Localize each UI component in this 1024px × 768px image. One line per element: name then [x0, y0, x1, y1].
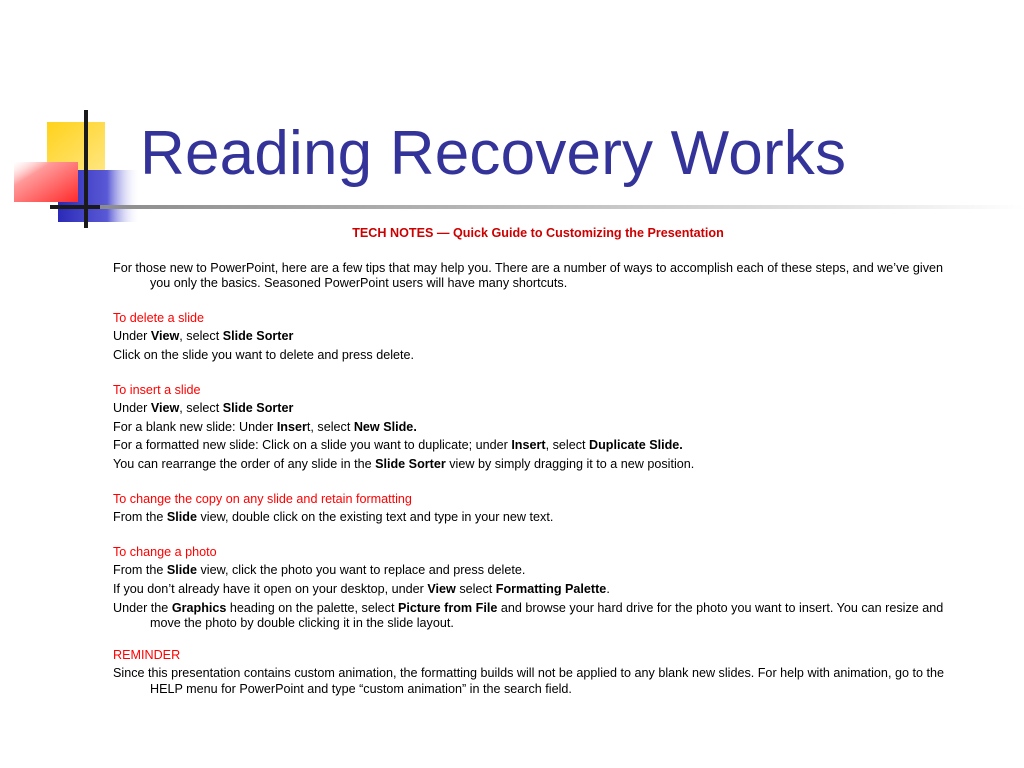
slide-title: Reading Recovery Works [140, 119, 847, 188]
insert-line-2: For a blank new slide: Under Insert, select New Slide. [113, 419, 417, 434]
slide-body [113, 226, 963, 700]
insert-heading: To insert a slide [113, 382, 201, 397]
photo-line-1: From the Slide view, click the photo you want to replace and press delete. [113, 563, 526, 578]
delete-section [113, 311, 963, 364]
copy-line-1: From the Slide view, double click on the existing text and type in your new text. [113, 510, 554, 525]
delete-line-1: Under View, select Slide Sorter [113, 329, 294, 344]
insert-line-3: For a formatted new slide: Click on a slide you want to duplicate; under Insert, select Duplicate Slide. [113, 438, 683, 453]
copy-heading: To change the copy on any slide and retain formatting [113, 491, 412, 506]
intro-paragraph: For those new to PowerPoint, here are a few tips that may help you. There are a number of ways to accomplish each of these steps, and we’ve given you only the basics. Seasoned PowerPoint users will have many shortcuts. [113, 260, 944, 291]
copy-section [113, 492, 963, 526]
insert-section [113, 383, 963, 473]
red-square [14, 162, 78, 202]
delete-line-2: Click on the slide you want to delete and press delete. [113, 347, 415, 362]
title-underline [100, 205, 1024, 209]
photo-line-3: Under the Graphics heading on the palette, select Picture from File and browse your hard drive for the photo you want to insert. You can resize and move the photo by double clicking it in the slide layout. [113, 600, 944, 631]
insert-line-4: You can rearrange the order of any slide in the Slide Sorter view by simply dragging it to a new position. [113, 456, 695, 471]
photo-heading: To change a photo [113, 544, 217, 559]
insert-line-1: Under View, select Slide Sorter [113, 401, 294, 416]
photo-line-2: If you don’t already have it open on your desktop, under View select Formatting Palette. [113, 581, 610, 596]
reminder-section [113, 648, 963, 698]
delete-heading: To delete a slide [113, 310, 205, 325]
photo-section [113, 545, 963, 632]
tech-notes-heading: TECH NOTES — Quick Guide to Customizing the Presentation [352, 226, 724, 240]
reminder-text: Since this presentation contains custom animation, the formatting builds will not be applied to any blank new slides. For help with animation, go to the HELP menu for PowerPoint and type “custom animation” in the search field. [113, 666, 944, 696]
vertical-bar [84, 110, 88, 228]
reminder-heading: REMINDER [113, 647, 181, 662]
